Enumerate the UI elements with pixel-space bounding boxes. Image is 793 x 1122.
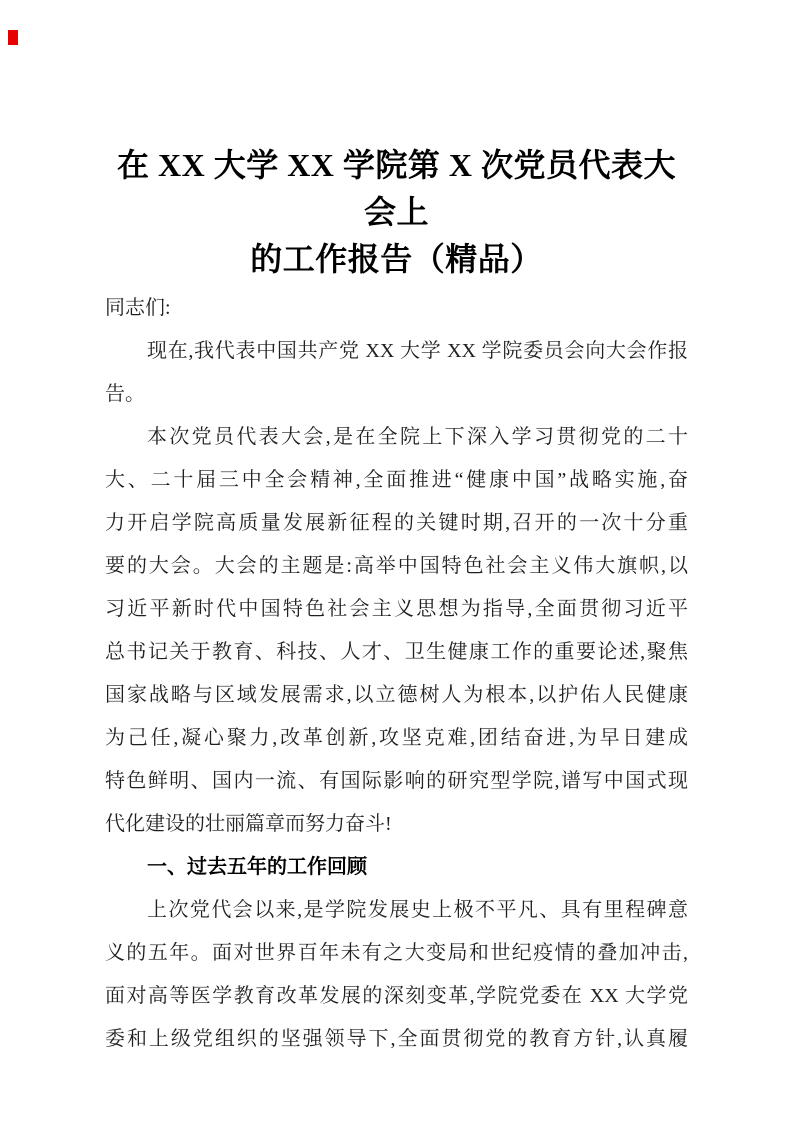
text-line: 面对高等医学教育改革发展的深刻变革,学院党委在 XX 大学党 (105, 985, 688, 1007)
text-line: 代化建设的壮丽篇章而努力奋斗! (105, 813, 392, 835)
text-line: 义的五年。面对世界百年未有之大变局和世纪疫情的叠加冲击, (105, 942, 688, 964)
text-line: 国家战略与区域发展需求,以立德树人为根本,以护佑人民健康 (105, 684, 688, 706)
title-line-1: 在 XX 大学 XX 学院第 X 次党员代表大会上 (116, 147, 677, 230)
paragraph-2 (105, 416, 688, 846)
title-line-2: 的工作报告（精品） (250, 241, 543, 277)
text-line: 要的大会。大会的主题是:高举中国特色社会主义伟大旗帜,以 (105, 555, 688, 577)
text-line: 习近平新时代中国特色社会主义思想为指导,全面贯彻习近平 (105, 598, 688, 620)
text-line: 总书记关于教育、科技、人才、卫生健康工作的重要论述,聚焦 (105, 641, 688, 663)
text-line: 力开启学院高质量发展新征程的关键时期,召开的一次十分重 (105, 512, 688, 534)
text-line: 本次党员代表大会,是在全院上下深入学习贯彻党的二十 (147, 426, 688, 448)
text-line: 告。 (105, 383, 145, 405)
document-title (105, 142, 688, 283)
text-line: 为己任,凝心聚力,改革创新,攻坚克难,团结奋进,为早日建成 (105, 727, 688, 749)
section-heading: 一、过去五年的工作回顾 (147, 856, 367, 878)
text-line: 特色鲜明、国内一流、有国际影响的研究型学院,谱写中国式现 (105, 770, 688, 792)
document-body (105, 287, 688, 1061)
text-line: 现在,我代表中国共产党 XX 大学 XX 学院委员会向大会作报 (147, 340, 688, 362)
red-mark (8, 30, 18, 45)
text-line: 大、二十届三中全会精神,全面推进“健康中国”战略实施,奋 (105, 469, 688, 491)
text-line: 上次党代会以来,是学院发展史上极不平凡、具有里程碑意 (147, 899, 688, 921)
paragraph-1 (105, 330, 688, 416)
salutation: 同志们: (105, 297, 171, 319)
text-line: 委和上级党组织的坚强领导下,全面贯彻党的教育方针,认真履 (105, 1028, 688, 1050)
paragraph-3 (105, 889, 688, 1061)
